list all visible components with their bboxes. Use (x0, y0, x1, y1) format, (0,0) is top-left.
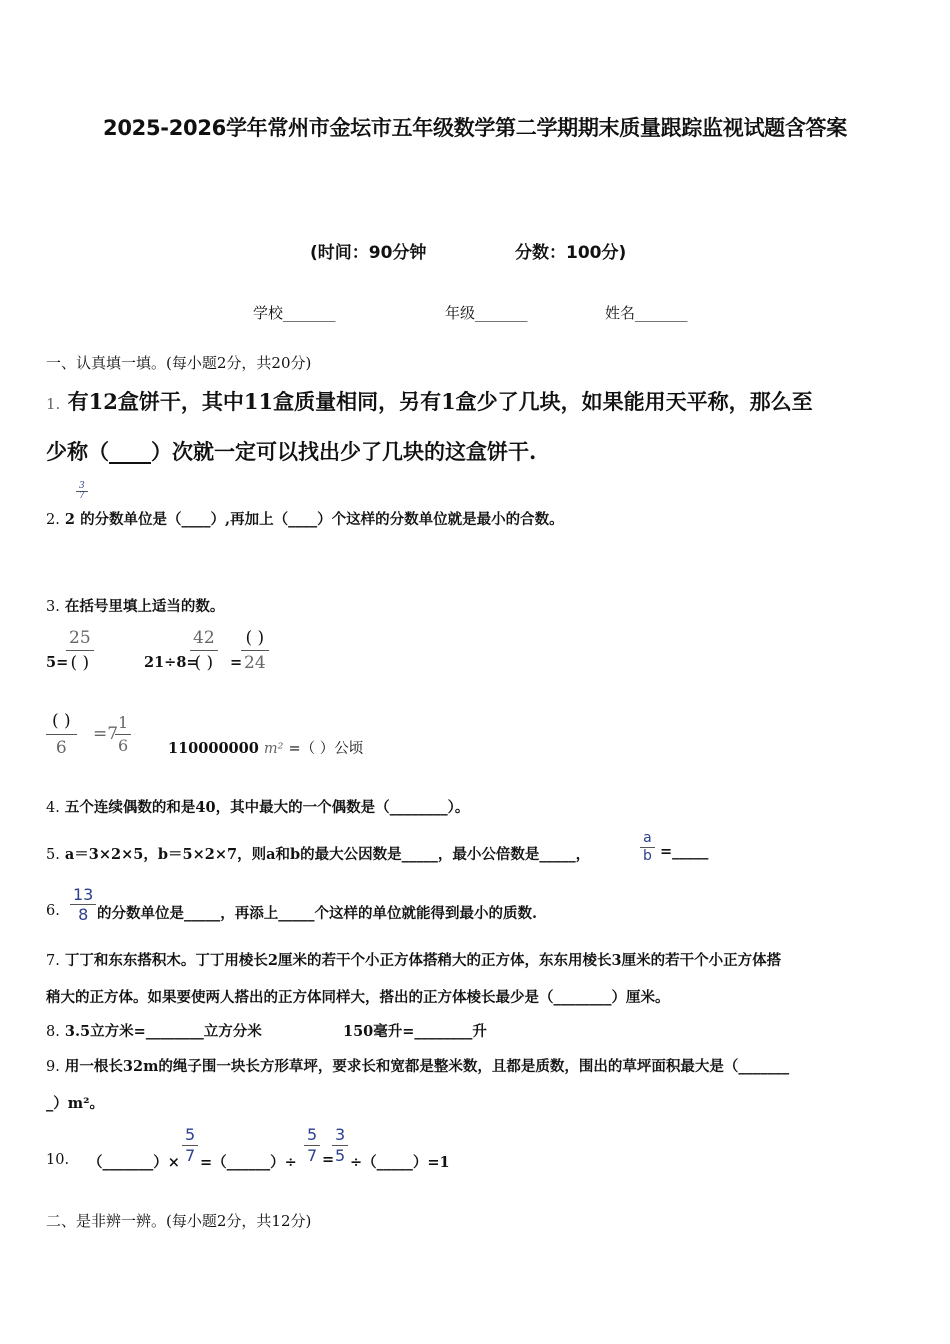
grade-field: 年级_______ (445, 304, 528, 322)
question-10-number (46, 1151, 69, 1168)
q3b-den: ( ) (194, 653, 214, 673)
question-6-frac-den: 8 (78, 905, 89, 924)
question-3-number: 3. (46, 599, 60, 615)
question-2-frac-den: 7 (79, 491, 85, 501)
question-2-whole: 2 (64, 511, 75, 528)
question-8-part-b: 150毫升=________升 (343, 1023, 487, 1040)
question-5-frac-den: b (643, 848, 652, 864)
exam-time: (时间：90分钟 (310, 243, 427, 263)
q3c-fden: 6 (118, 736, 129, 755)
q3d (168, 737, 363, 758)
q3b-fraction-1 (190, 626, 218, 675)
question-2-text: 的分数单位是（____）,再加上（____）个这样的分数单位就是最小的合数。 (80, 511, 564, 528)
question-6-fraction (70, 885, 96, 924)
section-1-heading: 一、认真填一填。(每小题2分，共20分) (46, 354, 312, 372)
q3c-num: ( ) (46, 708, 77, 735)
q3a-num: 25 (66, 626, 94, 651)
q10-f1-num: 5 (182, 1125, 198, 1146)
question-2-frac-num: 3 (76, 482, 88, 492)
q3c-fnum: 1 (115, 712, 131, 735)
question-2-fraction (76, 482, 88, 501)
question-10-part-3: = (322, 1151, 335, 1168)
page-title: 2025-2026学年常州市金坛市五年级数学第二学期期末质量跟踪监视试题含答案 (103, 116, 847, 140)
school-field: 学校_______ (253, 304, 336, 322)
q3c-den: 6 (55, 738, 67, 758)
question-1-line-2: 少称（____）次就一定可以找出少了几块的这盒饼干. (46, 439, 537, 464)
question-6-number (46, 902, 60, 919)
question-3 (46, 595, 224, 616)
question-7-text-1: 丁丁和东东搭积木。丁丁用棱长2厘米的若干个小正方体搭稍大的正方体，东东用棱长3厘米的若干个小正方体搭 (64, 952, 782, 969)
q3b-left: 21÷8= (144, 654, 199, 671)
question-6-num-label: 6. (46, 903, 60, 919)
question-3-text: 在括号里填上适当的数。 (64, 598, 225, 615)
question-9-text-1: 用一根长32m的绳子围一块长方形草坪，要求长和宽都是整米数，且都是质数，围出的草坪面积最大是（_______ (64, 1058, 790, 1075)
q3b-fraction-2 (241, 626, 269, 675)
exam-score: 分数：100分) (515, 243, 627, 263)
question-10-fraction-1 (182, 1125, 198, 1166)
q3c-fraction-2 (115, 712, 131, 757)
q3d-number: 110000000 (168, 740, 259, 757)
question-4-number: 4. (46, 800, 60, 816)
question-10-part-4: ÷（_____）=1 (350, 1154, 450, 1171)
q10-f3-num: 3 (332, 1125, 348, 1146)
question-5 (46, 843, 590, 864)
question-8-number: 8. (46, 1024, 60, 1040)
question-7-line-1 (46, 949, 781, 970)
question-5-fraction (640, 830, 655, 865)
q3d-unit: m² (263, 741, 284, 757)
question-6-frac-num: 13 (70, 885, 96, 905)
question-2 (46, 508, 564, 529)
question-10-num-label: 10. (46, 1152, 70, 1168)
question-7-line-2: 稍大的正方体。如果要使两人搭出的正方体同样大，搭出的正方体棱长最少是（________）厘米。 (46, 989, 670, 1006)
question-8-part-a: 3.5立方米=________立方分米 (64, 1023, 262, 1040)
q10-f3-den: 5 (335, 1146, 346, 1165)
q10-f2-den: 7 (307, 1146, 318, 1165)
question-5-frac-num: a (640, 830, 655, 848)
question-9-line-2: _）m²。 (46, 1095, 104, 1112)
question-9-number: 9. (46, 1059, 60, 1075)
question-9-line-1 (46, 1055, 789, 1076)
question-2-number: 2. (46, 512, 60, 528)
question-10-fraction-3 (332, 1125, 348, 1166)
question-5-tail: =_____ (660, 843, 709, 860)
q10-f2-num: 5 (304, 1125, 320, 1146)
question-5-number: 5. (46, 847, 60, 863)
question-1-line-1 (46, 386, 813, 416)
q10-f1-den: 7 (185, 1146, 196, 1165)
question-1-number: 1. (46, 395, 61, 413)
q3b-den2: 24 (244, 653, 266, 673)
question-1-text-1: 有12盒饼干，其中11盒质量相同，另有1盒少了几块，如果能用天平称，那么至 (67, 389, 813, 414)
question-4 (46, 796, 469, 817)
section-2-heading: 二、是非辨一辨。(每小题2分，共12分) (46, 1212, 312, 1230)
q3b-num2: ( ) (241, 626, 269, 651)
q3a-left: 5= (46, 654, 69, 671)
question-7-number: 7. (46, 953, 60, 969)
q3b-num: 42 (190, 626, 218, 651)
question-8 (46, 1020, 262, 1041)
q3c-eq: =7 (93, 724, 119, 744)
q3d-rest: =（ ）公顷 (288, 741, 364, 757)
question-5-text: a＝3×2×5，b＝5×2×7，则a和b的最大公因数是_____，最小公倍数是_____， (64, 846, 591, 863)
q3a-den: ( ) (70, 653, 90, 673)
q3a-fraction (66, 626, 94, 675)
question-10-fraction-2 (304, 1125, 320, 1166)
name-field: 姓名_______ (605, 304, 688, 322)
q3b-eq: = (230, 654, 243, 671)
question-10-part-2: =（______）÷ (200, 1154, 297, 1171)
question-6-text: 的分数单位是_____，再添上_____个这样的单位就能得到最小的质数. (97, 905, 538, 922)
question-10-part-1: （_______）× (88, 1154, 180, 1171)
q3c-fraction-1 (46, 708, 77, 761)
question-4-text: 五个连续偶数的和是40，其中最大的一个偶数是（________）。 (64, 799, 470, 816)
